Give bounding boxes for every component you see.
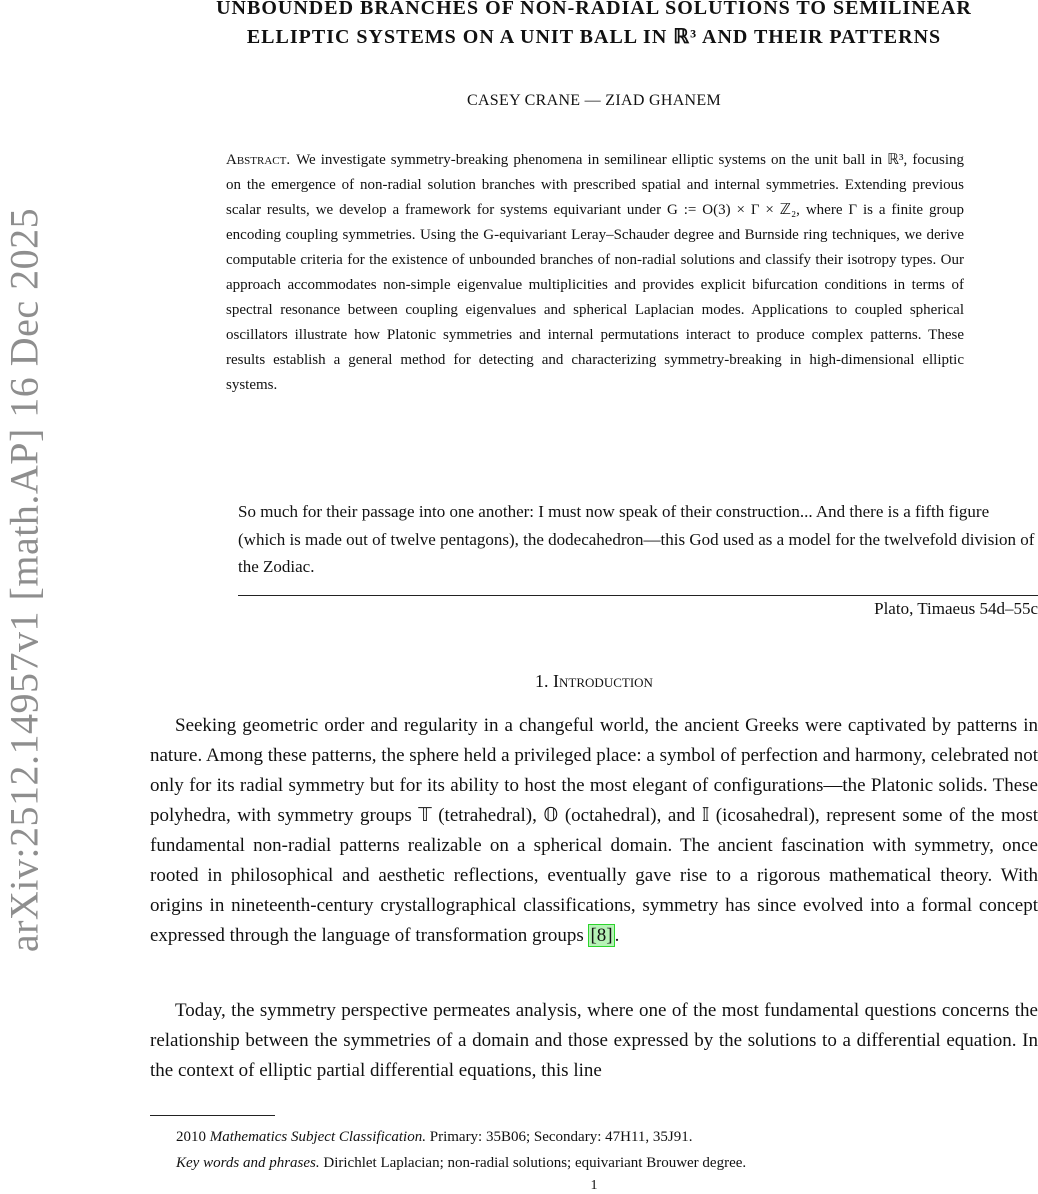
section-title: Introduction [553, 671, 653, 691]
msc-year: 2010 [176, 1129, 206, 1145]
citation-link[interactable]: [8] [590, 925, 613, 946]
epigraph-quote: So much for their passage into one another: I must now speak of their construction... And there is a fifth figure (which is made out of twelve pentagons), the dodecahedron—this God used as a model for the twelvefold division of the Zodiac. [238, 502, 1035, 576]
paper-title [150, 0, 1038, 52]
section-number: 1. [535, 671, 549, 691]
paragraph-1-end: . [614, 925, 620, 946]
msc-text: Primary: 35B06; Secondary: 47H11, 35J91. [429, 1129, 693, 1145]
page-number: 1 [590, 1178, 598, 1193]
intro-paragraph-1 [150, 711, 1038, 951]
section-heading [150, 671, 1038, 692]
abstract [226, 148, 964, 398]
title-line-2: ELLIPTIC SYSTEMS ON A UNIT BALL IN ℝ³ AND THEIR PATTERNS [246, 26, 942, 48]
abstract-heading: Abstract. [226, 152, 291, 168]
keywords-label: Key words and phrases. [176, 1155, 320, 1171]
arxiv-sidebar-stamp [1, 190, 47, 970]
arxiv-identifier: arXiv:2512.14957v1 [math.AP] 16 Dec 2025 [1, 207, 47, 953]
keywords-text: Dirichlet Laplacian; non-radial solutions; equivariant Brouwer degree. [323, 1155, 747, 1171]
footnote-rule [150, 1115, 275, 1116]
msc-label: Mathematics Subject Classification. [209, 1129, 426, 1145]
author-list: CASEY CRANE — ZIAD GHANEM [466, 92, 721, 109]
footnote-keywords [176, 1153, 1036, 1173]
epigraph-attribution: Plato, Timaeus 54d–55c [874, 599, 1038, 618]
abstract-text: We investigate symmetry-breaking phenomena in semilinear elliptic systems on the unit ball in ℝ³, focusing on the emergence of non-radial solution branches with prescribed spatial and internal symmetries. Extending previous scalar results, we develop a framework for systems equivariant under G := O(3) × Γ × ℤ₂, where Γ is a finite group encoding coupling symmetries. Using the G-equivariant Leray–Schauder degree and Burnside ring techniques, we derive computable criteria for the existence of unbounded branches of non-radial solutions and classify their isotropy types. Our approach accommodates non-simple eigenvalue multiplicities and provides explicit bifurcation conditions in terms of spectral resonance between coupling eigenvalues and spherical Laplacian modes. Applications to coupled spherical oscillators illustrate how Platonic symmetries and internal permutations interact to produce complex patterns. These results establish a general method for detecting and characterizing symmetry-breaking in high-dimensional elliptic systems. [226, 152, 964, 393]
intro-paragraph-2: Today, the symmetry perspective permeates analysis, where one of the most fundamental questions concerns the relationship between the symmetries of a domain and those expressed by the solutions to a differential equation. In the context of elliptic partial differential equations, this line [150, 1000, 1038, 1081]
paragraph-1-text: Seeking geometric order and regularity in a changeful world, the ancient Greeks were captivated by patterns in nature. Among these patterns, the sphere held a privileged place: a symbol of perfection and harmony, celebrated not only for its radial symmetry but for its ability to host the most elegant of configurations—the Platonic solids. These polyhedra, with symmetry groups 𝕋 (tetrahedral), 𝕆 (octahedral), and 𝕀 (icosahedral), represent some of the most fundamental non-radial patterns realizable on a spherical domain. The ancient fascination with symmetry, once rooted in philosophical and aesthetic reflections, eventually gave rise to a rigorous mathematical theory. With origins in nineteenth-century crystallographical classifications, symmetry has since evolved into a formal concept expressed through the language of transformation groups [150, 715, 1038, 946]
title-line-1: UNBOUNDED BRANCHES OF NON-RADIAL SOLUTIONS TO SEMILINEAR [216, 0, 972, 19]
footnote-msc [176, 1127, 1036, 1147]
